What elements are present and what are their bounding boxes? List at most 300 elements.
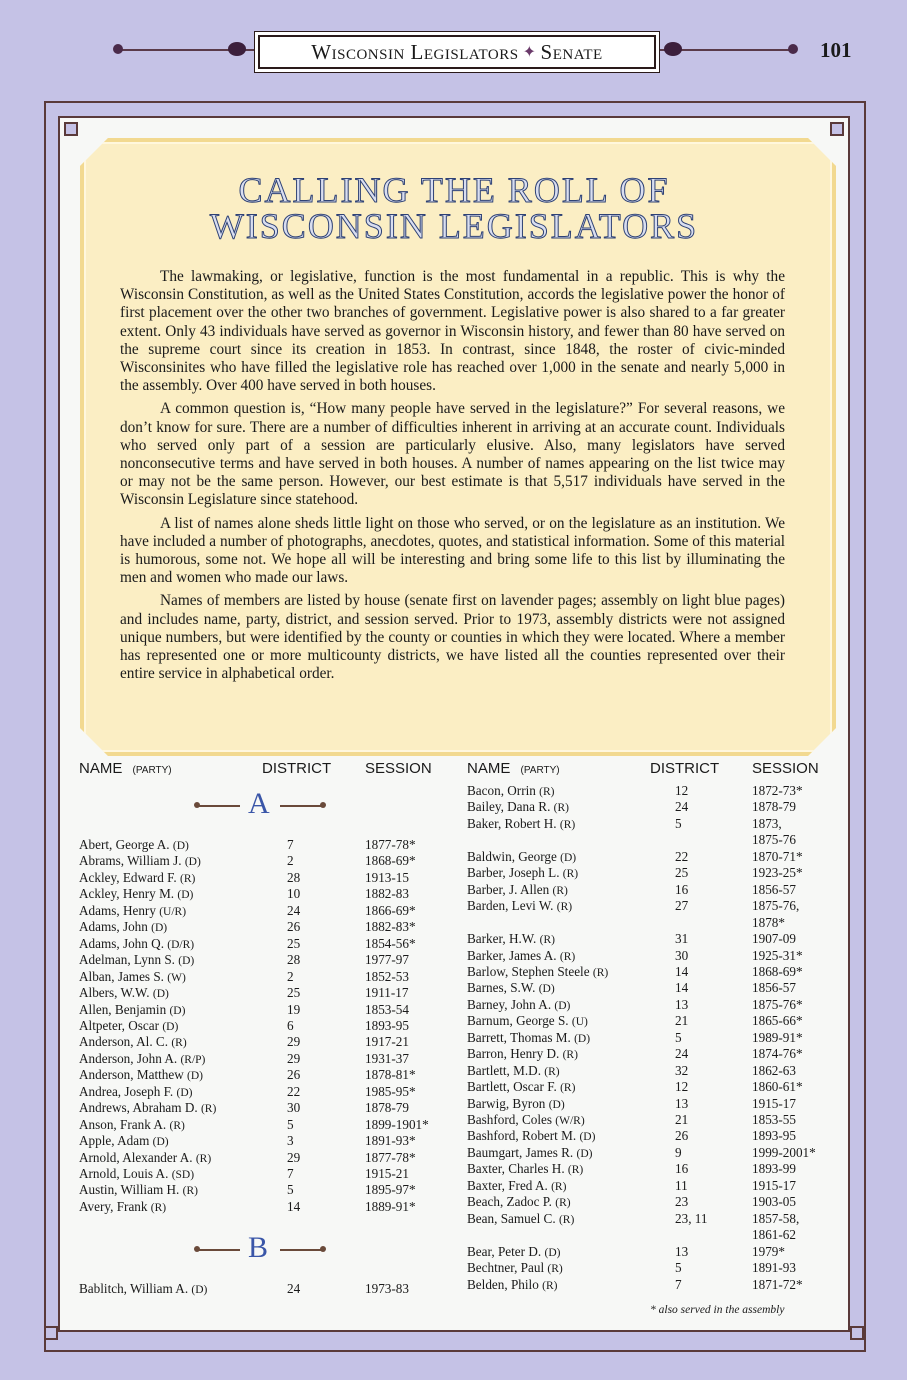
member-party: (R) [539,786,555,798]
section-letter-a: A [248,787,270,820]
member-name: Allen, Benjamin [79,1001,170,1017]
intro-paragraph: A list of names alone sheds little light on those who served, or on the legislature as an institution. We have included a number of photographs, anecdotes, quotes, and statistical information. Some of this material is humorous, some not. We hope all will be interesting and bring some life to this list by illuminating the men and women who made our laws. [120,514,785,587]
member-party: (D) [548,1098,565,1111]
member-district: 27 [675,898,689,914]
member-session: 1882-83 [365,886,409,902]
member-party: (W) [167,971,186,984]
member-row-name [79,1117,185,1133]
member-district: 13 [675,1095,689,1111]
footnote: * also served in the assembly [650,1304,785,1316]
member-name: Adams, John Q. [79,935,168,951]
member-session: 1856-57 [752,881,796,897]
member-session: 1923-25* [752,865,803,881]
member-district: 26 [287,1067,301,1083]
member-session: 1860-61* [752,1079,803,1095]
member-session: 1866-69* [365,902,416,918]
member-party: (SD) [171,1169,195,1181]
member-name: Baumgart, James R. [467,1144,577,1160]
section-b-dot-left [194,1246,200,1252]
member-name: Altpeter, Oscar [79,1017,163,1033]
member-district: 28 [287,952,301,968]
member-district: 11 [675,1177,688,1193]
member-row-name [467,1161,583,1177]
member-session: 1877-78* [365,1149,416,1165]
right-header-district: DISTRICT [650,760,720,777]
member-party: (R) [559,950,576,963]
member-party: (R) [567,1164,584,1177]
member-district: 3 [287,1133,294,1149]
member-row-name [467,1260,563,1276]
member-party: (D) [554,999,571,1012]
member-district: 13 [675,996,689,1012]
member-district: 13 [675,1243,689,1259]
member-row-name [467,1013,588,1029]
member-district: 30 [287,1100,301,1116]
member-party: (D) [574,1032,591,1045]
member-party: (R) [544,1065,560,1078]
member-district: 12 [675,1079,689,1095]
member-row-name [79,936,194,952]
member-session: 1875-76, [752,898,800,914]
member-row-name [79,853,201,869]
member-party: (D) [560,851,577,864]
left-header-name-label: NAME [79,760,123,777]
member-row-name [467,1030,590,1046]
header-banner [258,35,656,69]
member-district: 22 [675,848,689,864]
right-header-name [467,760,560,777]
member-party: (R) [542,1279,558,1292]
member-district: 2 [287,968,294,984]
member-district: 2 [287,853,294,869]
member-row-name [79,1182,198,1198]
member-row-name [79,985,169,1001]
member-row-name [79,886,193,902]
member-session: 1931-37 [365,1050,409,1066]
member-party: (R) [556,901,573,914]
member-name: Ackley, Henry M. [79,886,178,902]
member-name: Barnes, S.W. [467,980,539,996]
member-session: 1889-91* [365,1198,416,1214]
member-row-name [467,898,572,914]
member-row-name [79,903,186,919]
member-district: 21 [675,1013,689,1029]
member-session: 1915-17 [752,1095,796,1111]
member-party: (U) [571,1016,588,1029]
member-name: Bashford, Coles [467,1112,556,1127]
member-name: Adams, Henry [79,902,160,918]
member-name: Abrams, William J. [79,853,185,869]
member-session: 1856-57 [752,980,796,996]
member-party: (D) [152,988,169,1001]
member-name: Anson, Frank A. [79,1116,170,1132]
member-session: 1874-76* [752,1046,803,1062]
member-session: 1989-91* [752,1029,803,1045]
member-row-name [467,1079,575,1095]
member-row-name [467,1096,565,1112]
member-session: 1917-21 [365,1034,409,1050]
member-district: 24 [675,799,689,815]
member-district: 32 [675,1062,689,1078]
member-row-name [79,1100,216,1116]
member-session-cont: 1861-62 [752,1227,796,1243]
member-name: Barwig, Byron [467,1095,549,1111]
member-name: Barney, John A. [467,996,555,1012]
member-name: Bear, Peter D. [467,1243,545,1259]
member-name: Anderson, Al. C. [79,1034,172,1050]
member-name: Bean, Samuel C. [467,1210,559,1226]
member-row-name [79,1133,169,1149]
member-session: 1925-31* [752,947,803,963]
member-name: Bashford, Robert M. [467,1128,580,1144]
member-district: 7 [287,1166,294,1181]
member-party: (D) [176,1086,193,1099]
member-party: (R) [169,1119,185,1132]
member-session: 1979* [752,1243,785,1259]
header-dot-left [113,44,123,54]
section-b-flourish-right [280,1249,325,1251]
member-district: 14 [675,963,689,979]
member-name: Alban, James S. [79,968,168,984]
member-party: (U/R) [159,905,187,918]
member-session: 1907-09 [752,931,796,947]
member-row-name [467,1145,592,1161]
member-name: Barlow, Stephen Steele [467,963,593,979]
member-row-name [467,865,578,881]
member-row-name [467,997,570,1013]
header-title-part2: Senate [540,39,603,64]
header-oval-right [664,42,682,56]
member-district: 29 [287,1050,301,1066]
member-district: 24 [675,1046,689,1062]
member-party: (D) [162,1020,179,1033]
right-header-session: SESSION [752,760,819,777]
member-party: (R) [182,1185,198,1198]
member-party: (D) [151,922,168,935]
member-row-name [467,1211,574,1227]
corner-ornament-tl [64,122,78,136]
member-row-name [79,1199,166,1215]
member-row-name [467,1112,585,1128]
intro-paragraph: A common question is, “How many people have served in the legislature?” For several reasons, we don’t know for sure. There are a number of difficulties inherent in arriving at an accurate count. Individuals who served only part of a session are particularly elusive. Also, many legislators have served nonconsecutive terms and have served in both houses. A number of names appearing on the list twice may or may not be the same person. However, our best estimate is that 5,517 individuals have served in the Wisconsin Legislature since statehood. [120,400,785,509]
member-party: (R) [552,884,568,897]
member-row-name [467,964,608,980]
member-district: 29 [287,1034,301,1050]
member-session: 1891-93 [752,1260,796,1276]
member-session: 1977-97 [365,952,409,968]
member-district: 5 [675,1029,682,1045]
member-party: (R) [200,1103,217,1116]
member-session: 1895-97* [365,1182,416,1198]
member-district: 14 [287,1198,301,1214]
section-a-dot-left [194,802,200,808]
member-party: (R) [150,1201,167,1214]
member-session: 1899-1901* [365,1116,429,1132]
member-name: Ackley, Edward F. [79,869,180,885]
member-name: Abert, George A. [79,837,173,852]
member-row-name [467,1128,595,1144]
member-row-name [467,1194,571,1210]
corner-ornament-bl [44,1326,58,1340]
member-party: (D) [576,1147,593,1160]
member-name: Baxter, Fred A. [467,1177,552,1193]
member-district: 29 [287,1149,301,1165]
member-district: 5 [287,1116,294,1132]
member-session: 1871-72* [752,1276,803,1292]
member-party: (R) [560,1082,576,1095]
member-district: 5 [675,1260,682,1276]
member-session-cont: 1875-76 [752,832,796,848]
member-district: 25 [675,865,689,881]
member-party: (D) [544,1246,561,1259]
member-district: 24 [287,1281,301,1296]
intro-paragraph: The lawmaking, or legislative, function is the most fundamental in a republic. This is why the Wisconsin Constitution, as well as the United States Constitution, accords the legislative power the honor of first placement over the other two branches of government. Legislative power is also shared to a far greater extent. Only 43 individuals have served as governor in Wisconsin history, and fewer than 80 have served on the supreme court since its creation in 1853. In contrast, since 1848, the roster of civic-minded Wisconsinites who have filled the legislative role has reached over 1,000 in the senate and nearly 5,000 in the assembly. Over 400 have served in both houses. [120,268,785,395]
member-session: 1999-2001* [752,1144,816,1160]
member-name: Adams, John [79,919,152,935]
member-party: (R) [562,868,579,881]
member-party: (R) [562,1049,578,1062]
section-b-dot-right [320,1246,326,1252]
member-party: (R) [555,1197,571,1210]
member-session: 1893-95 [752,1128,796,1144]
member-name: Beach, Zadoc P. [467,1194,556,1210]
member-row-name [467,1063,560,1079]
member-district: 25 [287,985,301,1001]
member-row-name [79,1150,211,1166]
member-district: 5 [675,815,682,831]
member-row-name [79,952,194,968]
member-district: 9 [675,1144,682,1160]
member-row-name [467,799,569,815]
member-row-name [79,969,186,985]
member-session: 1868-69* [365,853,416,869]
member-session: 1973-83 [365,1281,409,1296]
member-name: Andrews, Abraham D. [79,1100,201,1116]
member-name: Barron, Henry D. [467,1046,563,1062]
member-name: Austin, William H. [79,1182,183,1198]
member-party: (D) [172,840,189,852]
member-row-name [467,1277,557,1293]
member-session: 1882-83* [365,919,416,935]
member-name: Barrett, Thomas M. [467,1029,575,1045]
member-party: (R) [558,1213,575,1226]
member-session: 1862-63 [752,1062,796,1078]
member-row-name [467,849,576,865]
member-session: 1853-55 [752,1112,796,1127]
header-title-part1: Wisconsin Legislators [311,39,519,64]
member-session: 1913-15 [365,869,409,885]
member-district: 26 [287,919,301,935]
member-district: 10 [287,886,301,902]
member-district: 19 [287,1001,301,1017]
member-party: (W/R) [555,1115,585,1127]
page-number: 101 [820,38,852,62]
member-session: 1854-56* [365,935,416,951]
member-district: 14 [675,980,689,996]
member-name: Bartlett, M.D. [467,1062,545,1078]
member-session: 1872-73* [752,783,803,798]
intro-title-line1: CALLING THE ROLL OF [238,170,670,210]
member-row-name [79,870,195,886]
member-party: (R) [171,1037,187,1050]
member-party: (R) [180,872,196,885]
member-district: 23 [675,1194,689,1210]
left-header-session: SESSION [365,760,432,777]
member-row-name [79,1067,203,1083]
member-district: 7 [675,1276,682,1292]
member-party: (R) [547,1263,563,1276]
member-row-name [467,1046,578,1062]
member-session: 1877-78* [365,837,416,852]
member-row-name [79,919,167,935]
member-name: Barker, James A. [467,947,560,963]
member-row-name [79,1018,178,1034]
right-header-name-label: NAME [467,760,511,777]
member-name: Barden, Levi W. [467,898,557,914]
member-session: 1985-95* [365,1083,416,1099]
member-district: 25 [287,935,301,951]
member-session: 1891-93* [365,1133,416,1149]
member-name: Albers, W.W. [79,985,153,1001]
section-a-dot-right [320,802,326,808]
member-name: Andrea, Joseph F. [79,1083,177,1099]
member-district: 22 [287,1083,301,1099]
member-session: 1903-05 [752,1194,796,1210]
member-session: 1868-69* [752,963,803,979]
section-b-flourish-left [195,1249,240,1251]
member-district: 23, 11 [675,1210,708,1226]
member-session: 1915-17 [752,1177,796,1193]
member-party: (D) [184,856,201,869]
member-name: Baker, Robert H. [467,815,560,831]
member-row-name [467,783,555,799]
member-session: 1852-53 [365,968,409,984]
header-dot-right [788,44,798,54]
member-name: Adelman, Lynn S. [79,952,179,968]
member-name: Bechtner, Paul [467,1260,548,1276]
member-name: Arnold, Louis A. [79,1166,172,1181]
member-session: 1873, [752,815,782,831]
member-name: Bablitch, William A. [79,1281,192,1296]
member-name: Anderson, Matthew [79,1067,188,1083]
member-district: 28 [287,869,301,885]
member-district: 31 [675,931,689,947]
left-header-name [79,760,172,777]
member-session: 1875-76* [752,996,803,1012]
intro-title-line2: WISCONSIN LEGISLATORS [209,206,699,246]
member-district: 12 [675,783,689,798]
member-district: 26 [675,1128,689,1144]
member-row-name [79,1034,187,1050]
corner-ornament-br [850,1326,864,1340]
member-district: 21 [675,1112,689,1127]
member-name: Anderson, John A. [79,1050,181,1066]
member-party: (D) [579,1131,596,1144]
member-name: Avery, Frank [79,1198,151,1214]
section-a-flourish-left [195,805,240,807]
member-row-name [467,1244,560,1260]
section-a-flourish-right [280,805,325,807]
member-name: Baxter, Charles H. [467,1161,568,1177]
member-name: Barnum, George S. [467,1013,572,1029]
right-header-party-label: (PARTY) [520,765,560,776]
member-session: 1853-54 [365,1001,409,1017]
member-row-name [79,1281,207,1297]
member-party: (R) [551,1180,567,1193]
left-header-party-label: (PARTY) [132,765,172,776]
member-party: (R) [559,818,576,831]
member-session: 1893-95 [365,1017,409,1033]
member-session-cont: 1878* [752,914,785,930]
member-party: (D) [152,1136,169,1149]
member-party: (D) [177,889,194,902]
member-row-name [79,1002,185,1018]
member-row-name [467,931,555,947]
member-row-name [79,1084,192,1100]
section-letter-b: B [248,1231,269,1264]
member-session: 1911-17 [365,985,409,1001]
header-separator-icon: ✦ [522,44,537,61]
member-session: 1857-58, [752,1210,800,1226]
member-party: (R) [553,802,570,815]
member-party: (R) [592,966,609,979]
member-row-name [79,1051,205,1067]
left-header-district: DISTRICT [262,760,332,777]
member-district: 16 [675,881,689,897]
member-party: (D) [169,1004,186,1017]
member-row-name [467,980,555,996]
intro-text [120,268,785,688]
member-session: 1893-99 [752,1161,796,1177]
member-name: Barker, H.W. [467,931,540,947]
member-session: 1878-79 [365,1100,409,1116]
member-row-name [79,1166,194,1182]
member-session: 1865-66* [752,1013,803,1029]
member-district: 16 [675,1161,689,1177]
member-district: 6 [287,1017,294,1033]
member-name: Bacon, Orrin [467,783,540,798]
intro-paragraph: Names of members are listed by house (senate first on lavender pages; assembly on light blue pages) and includes name, party, district, and session served. Prior to 1973, assembly districts were not assigned unique numbers, but were identified by the county or counties in which they were located. Where a member has represented one or more multicounty districts, we have listed all the counties represented over their entire service in alphabetical order. [120,592,785,683]
member-party: (D) [187,1070,204,1083]
member-name: Bartlett, Oscar F. [467,1079,561,1095]
member-session: 1878-79 [752,799,796,815]
corner-ornament-tr [830,122,844,136]
member-party: (D) [191,1284,208,1296]
member-party: (R/P) [180,1053,206,1066]
member-session: 1915-21 [365,1166,409,1181]
member-name: Bailey, Dana R. [467,799,554,815]
member-row-name [467,948,575,964]
member-district: 5 [287,1182,294,1198]
member-district: 24 [287,902,301,918]
member-district: 30 [675,947,689,963]
member-row-name [467,816,575,832]
member-district: 7 [287,837,294,852]
member-name: Arnold, Alexander A. [79,1149,196,1165]
member-session: 1870-71* [752,848,803,864]
member-name: Barber, Joseph L. [467,865,563,881]
member-session: 1878-81* [365,1067,416,1083]
member-party: (D) [538,983,555,996]
intro-title [80,172,828,244]
member-row-name [467,1178,566,1194]
member-party: (D) [178,955,195,968]
header-oval-left [228,42,246,56]
member-name: Belden, Philo [467,1276,543,1292]
member-name: Barber, J. Allen [467,881,553,897]
member-name: Apple, Adam [79,1133,153,1149]
member-party: (R) [195,1152,212,1165]
